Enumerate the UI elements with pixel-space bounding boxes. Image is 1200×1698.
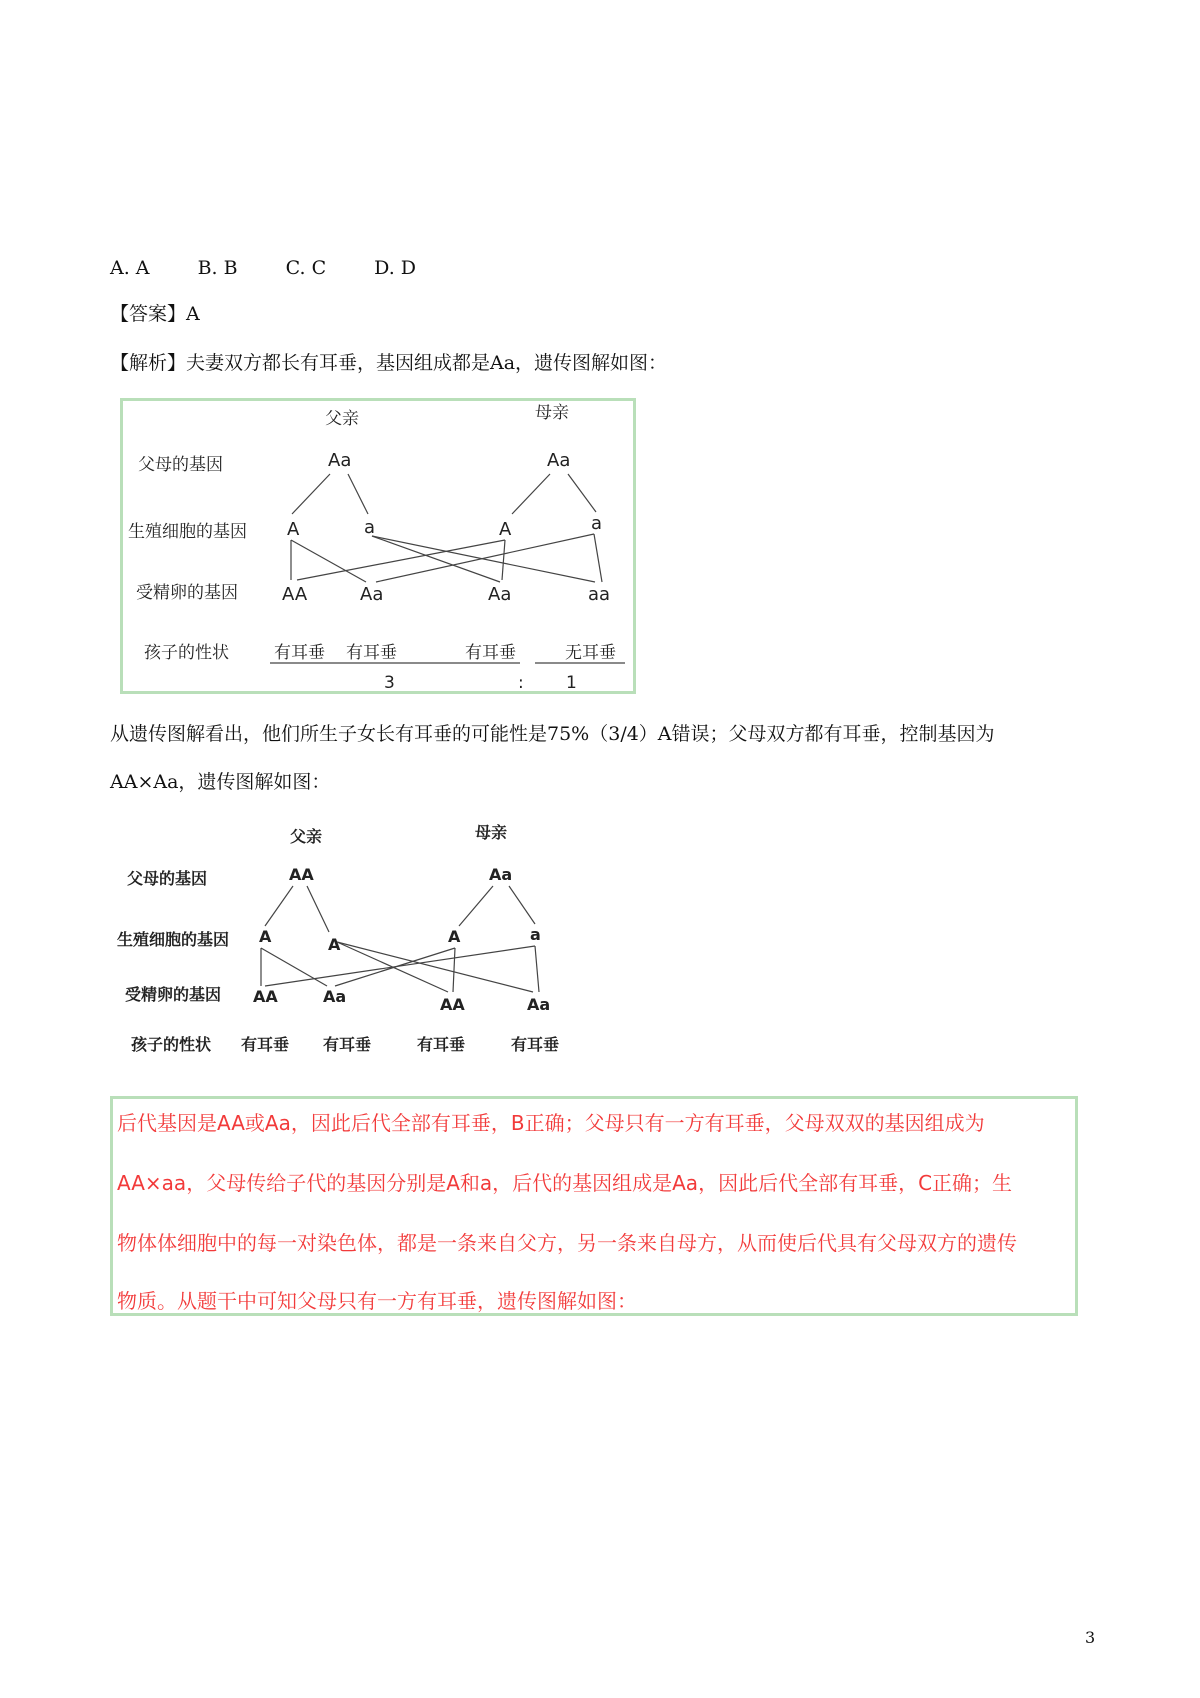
- red-explanation-box: [110, 1096, 1078, 1316]
- d1-zygote: Aa: [488, 584, 512, 605]
- d1-row-zygote-genes: 受精卵的基因: [136, 583, 238, 603]
- answer-line: 【答案】A: [110, 303, 200, 325]
- d2-zygote: Aa: [323, 987, 347, 1006]
- d1-ratio-left: 3: [384, 673, 395, 693]
- d2-zygote: AA: [440, 995, 465, 1014]
- d1-father-label: 父亲: [325, 409, 359, 429]
- option-d: D. D: [374, 257, 417, 279]
- d2-trait: 有耳垂: [241, 1035, 290, 1054]
- d2-gamete: A: [328, 935, 341, 954]
- d1-trait: 无耳垂: [565, 643, 616, 663]
- red-text-line-1: 后代基因是AA或Aa，因此后代全部有耳垂，B正确；父母只有一方有耳垂，父母双双的基因组成为: [117, 1111, 985, 1135]
- d2-arrow: [265, 946, 535, 986]
- d1-zygote: Aa: [360, 584, 384, 605]
- d2-arrow: [265, 886, 293, 926]
- paragraph-2-line-1: 从遗传图解看出，他们所生子女长有耳垂的可能性是75%（3/4）A错误；父母双方都有耳垂，控制基因为: [110, 723, 995, 745]
- d1-mother-genotype: Aa: [547, 450, 571, 471]
- d1-arrow: [292, 474, 330, 514]
- diagram-2-svg: [115, 820, 575, 1080]
- d1-arrow: [348, 474, 368, 514]
- paragraph-2-line-2: AA×Aa，遗传图解如图：: [110, 771, 331, 793]
- d1-arrow: [512, 474, 550, 514]
- d2-gamete: a: [530, 925, 541, 944]
- inheritance-diagram-1: [120, 398, 636, 694]
- d1-zygote: aa: [588, 584, 611, 605]
- d2-row-child-traits: 孩子的性状: [131, 1035, 212, 1054]
- d1-gamete: a: [591, 513, 603, 534]
- d1-row-gamete-genes: 生殖细胞的基因: [128, 522, 247, 542]
- red-text-line-3: 物体体细胞中的每一对染色体，都是一条来自父方，另一条来自母方，从而使后代具有父母双方的遗传: [117, 1231, 1017, 1255]
- d1-trait: 有耳垂: [465, 643, 516, 663]
- d1-ratio-sep: :: [518, 673, 524, 693]
- d1-gamete: A: [287, 519, 300, 540]
- diagram-1-svg: [120, 398, 636, 694]
- d1-ratio-right: 1: [566, 673, 577, 693]
- d1-row-child-traits: 孩子的性状: [144, 643, 229, 663]
- d1-arrow: [568, 474, 596, 512]
- d1-trait: 有耳垂: [274, 643, 325, 663]
- d2-trait: 有耳垂: [417, 1035, 466, 1054]
- d1-arrow: [594, 534, 602, 582]
- d2-arrow: [307, 886, 329, 932]
- d2-zygote: AA: [253, 987, 278, 1006]
- d2-arrow: [509, 886, 535, 924]
- d2-gamete: A: [448, 927, 461, 946]
- d2-arrow: [261, 948, 327, 986]
- d2-mother-genotype: Aa: [489, 865, 513, 884]
- option-b: B. B: [197, 257, 238, 279]
- d2-trait: 有耳垂: [323, 1035, 372, 1054]
- d2-arrow: [459, 886, 493, 926]
- option-c: C. C: [285, 257, 327, 279]
- d1-row-parent-genes: 父母的基因: [138, 455, 223, 475]
- option-a: A. A: [110, 257, 150, 279]
- d2-arrow: [453, 948, 455, 992]
- d2-row-zygote-genes: 受精卵的基因: [125, 985, 222, 1004]
- d2-arrow: [535, 946, 539, 992]
- d1-zygote: AA: [282, 584, 308, 605]
- red-text-line-2: AA×aa，父母传给子代的基因分别是A和a，后代的基因组成是Aa，因此后代全部有耳垂，C正确；生: [117, 1171, 1013, 1195]
- d1-gamete: a: [364, 517, 376, 538]
- inheritance-diagram-2: [115, 820, 575, 1080]
- d1-arrow: [291, 540, 366, 582]
- d1-gamete: A: [499, 519, 512, 540]
- analysis-intro: 【解析】夫妻双方都长有耳垂，基因组成都是Aa，遗传图解如图：: [110, 352, 668, 374]
- d2-gamete: A: [259, 927, 272, 946]
- d2-zygote: Aa: [527, 995, 551, 1014]
- page-number: 3: [1085, 1628, 1096, 1647]
- answer-options: [110, 256, 458, 280]
- d2-row-parent-genes: 父母的基因: [127, 869, 208, 888]
- d2-trait: 有耳垂: [511, 1035, 560, 1054]
- d2-father-genotype: AA: [289, 865, 314, 884]
- d1-father-genotype: Aa: [328, 450, 352, 471]
- d2-row-gamete-genes: 生殖细胞的基因: [117, 930, 230, 949]
- red-text-line-4: 物质。从题干中可知父母只有一方有耳垂，遗传图解如图：: [117, 1289, 637, 1313]
- d1-arrow: [502, 540, 505, 580]
- d2-mother-label: 母亲: [475, 823, 508, 842]
- d2-father-label: 父亲: [290, 827, 323, 846]
- d1-mother-label: 母亲: [535, 403, 569, 423]
- d1-trait: 有耳垂: [346, 643, 397, 663]
- d2-arrow: [337, 942, 533, 992]
